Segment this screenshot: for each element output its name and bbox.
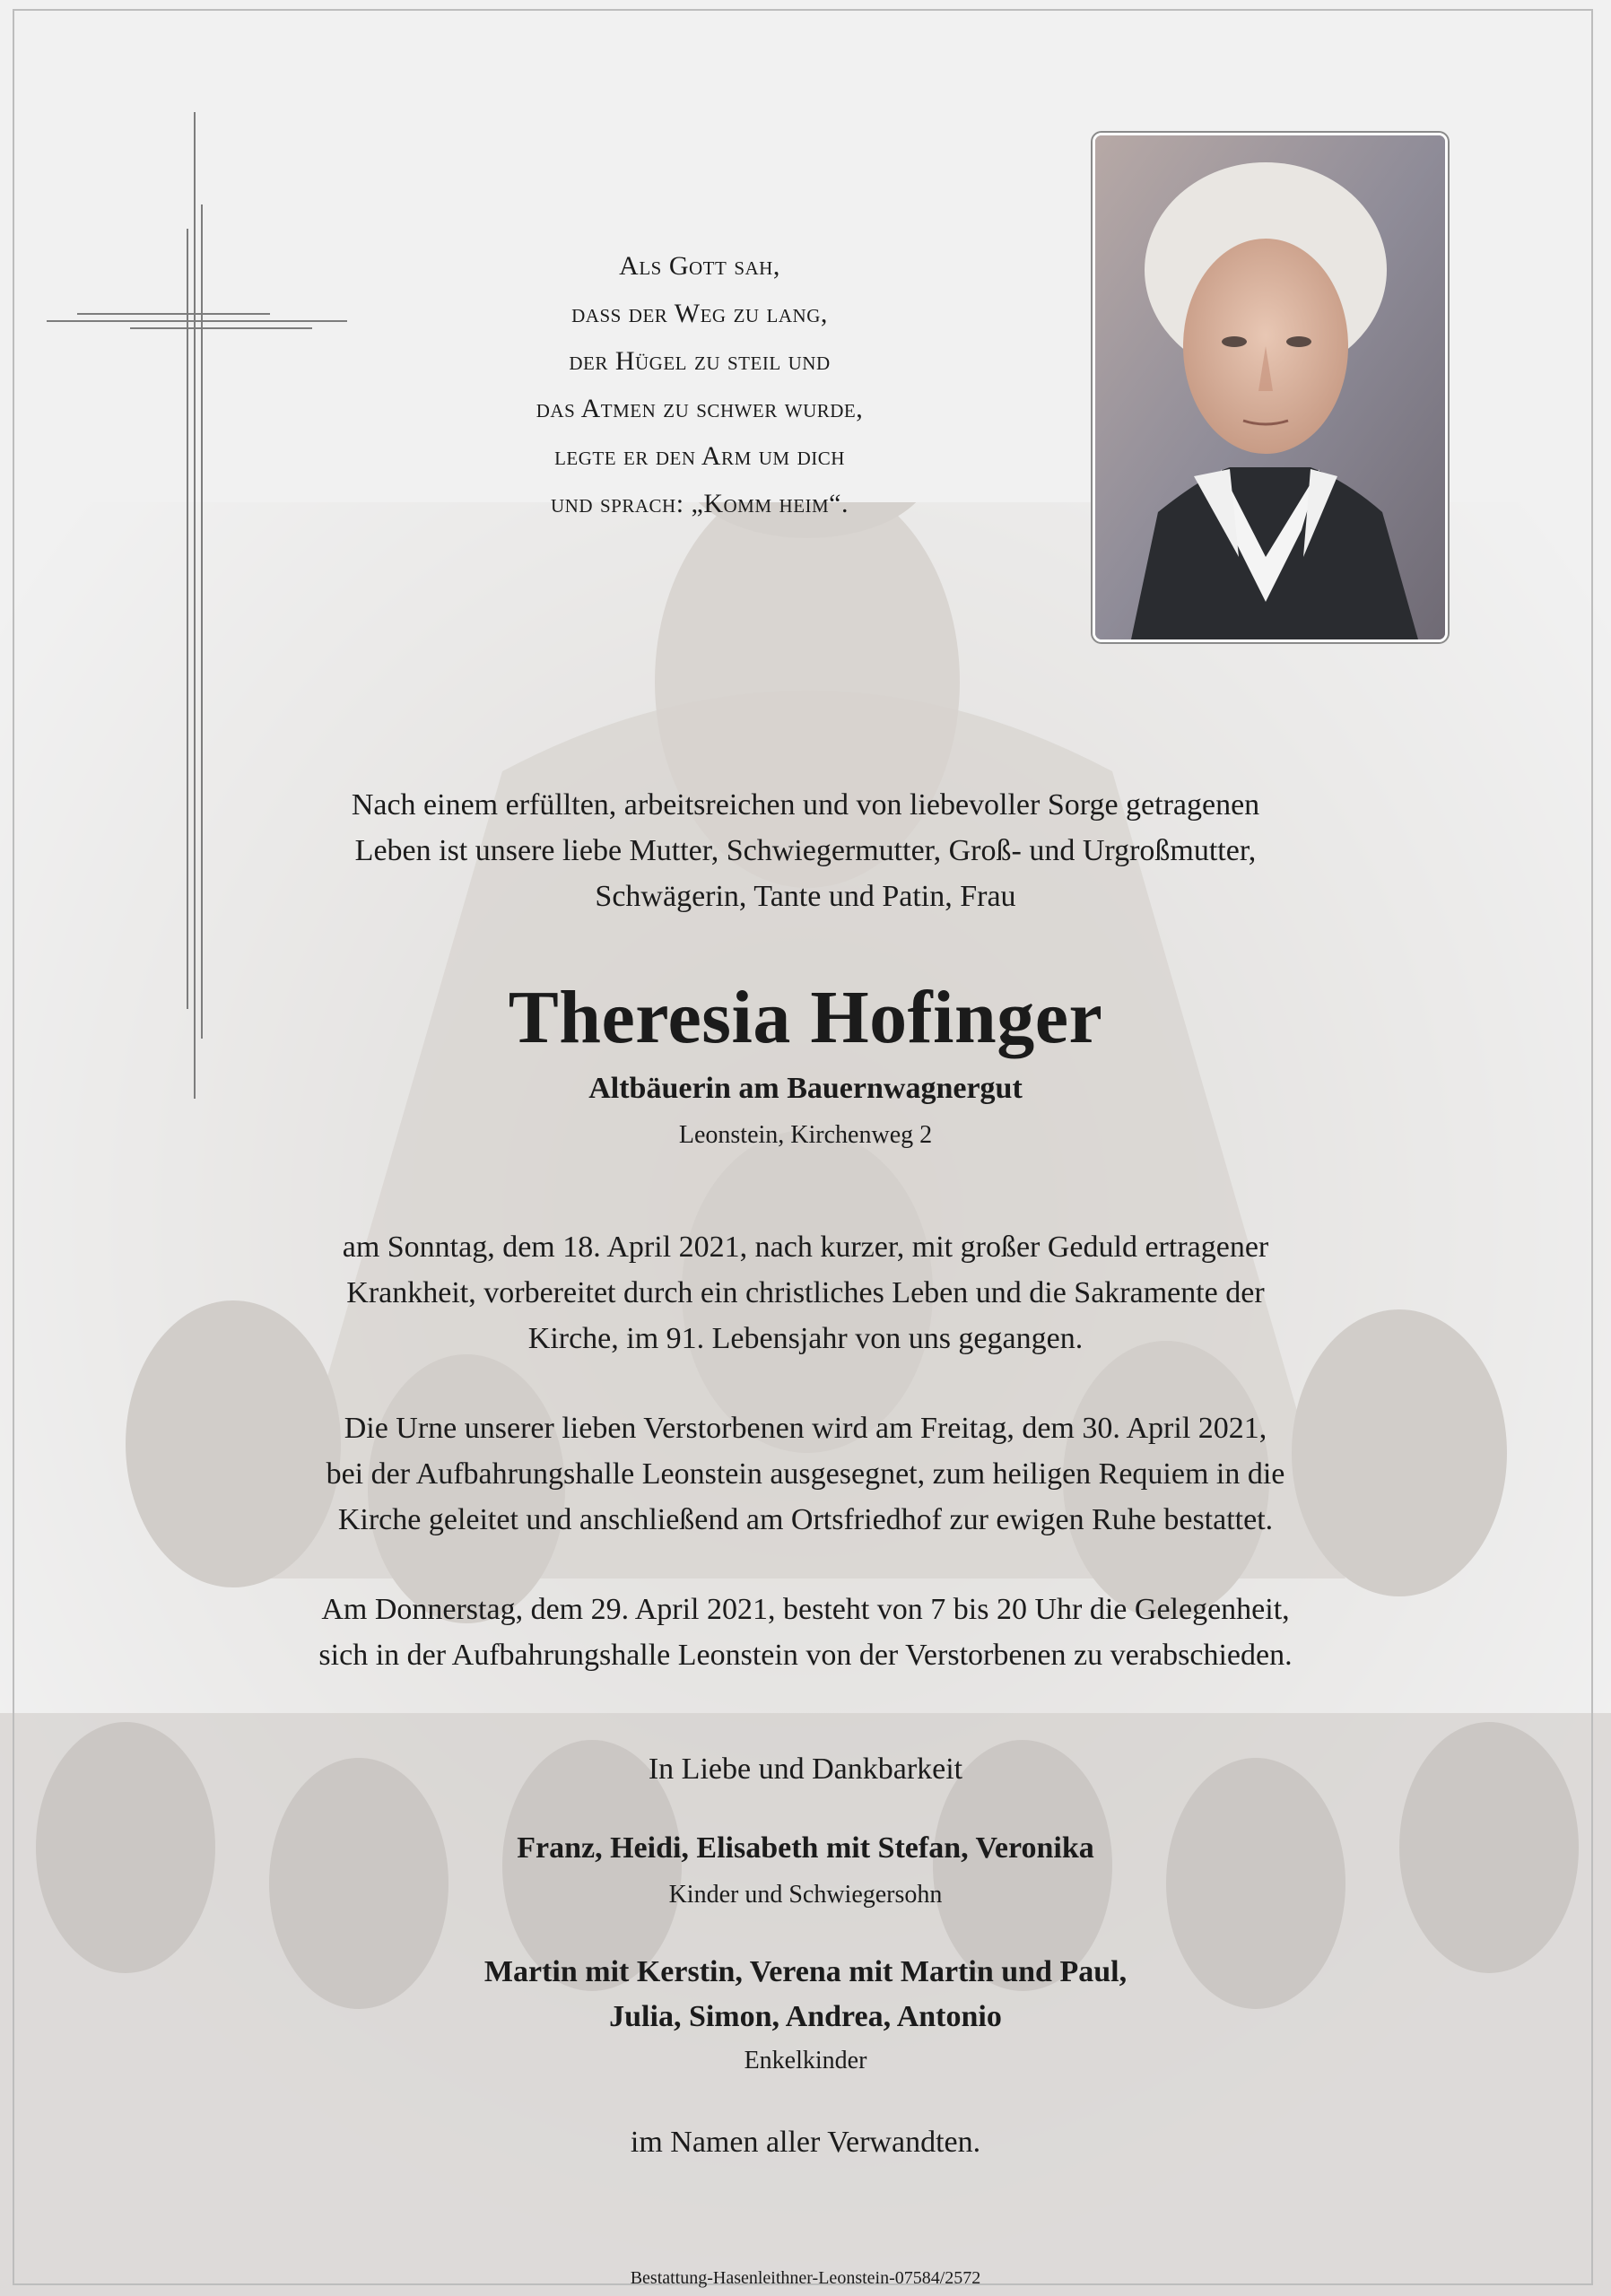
children-names: Franz, Heidi, Elisabeth mit Stefan, Veronika [517, 1831, 1094, 1865]
funeral-home-footer: Bestattung-Hasenleithner-Leonstein-07584/2572 [630, 2268, 981, 2288]
poem-line: Als Gott sah, [619, 251, 780, 281]
poem-line: das Atmen zu schwer wurde, [536, 394, 864, 423]
cross-icon [0, 0, 377, 1112]
paragraph-line: Krankheit, vorbereitet durch ein christliches Leben und die Sakramente der [346, 1276, 1265, 1309]
deceased-name: Theresia Hofinger [508, 976, 1103, 1059]
paragraph-line: Die Urne unserer lieben Verstorbenen wird am Freitag, dem 30. April 2021, [344, 1412, 1267, 1445]
portrait-photo [1093, 133, 1448, 642]
farewell-paragraph [0, 1587, 1611, 1678]
poem [448, 242, 951, 527]
deceased-address: Leonstein, Kirchenweg 2 [678, 1121, 933, 1149]
grandchildren-names [0, 1950, 1611, 2039]
paragraph-line: Am Donnerstag, dem 29. April 2021, besteht von 7 bis 20 Uhr die Gelegenheit, [321, 1593, 1290, 1626]
death-paragraph [0, 1224, 1611, 1361]
poem-line: dass der Weg zu lang, [571, 299, 828, 328]
intro-line: Nach einem erfüllten, arbeitsreichen und von liebevoller Sorge getragenen [351, 788, 1260, 822]
paragraph-line: Kirche, im 91. Lebensjahr von uns gegangen. [527, 1322, 1084, 1355]
poem-line: der Hügel zu steil und [569, 346, 831, 376]
children-role: Kinder und Schwiegersohn [668, 1881, 943, 1909]
paragraph-line: Kirche geleitet und anschließend am Ortsfriedhof zur ewigen Ruhe bestattet. [337, 1503, 1274, 1536]
grandchildren-line: Martin mit Kerstin, Verena mit Martin und Paul, [483, 1955, 1128, 1988]
poem-line: und sprach: „Komm heim“. [551, 489, 849, 518]
grandchildren-line: Julia, Simon, Andrea, Antonio [609, 2000, 1002, 2033]
paragraph-line: sich in der Aufbahrungshalle Leonstein von der Verstorbenen zu verabschieden. [318, 1639, 1293, 1672]
closing-line: im Namen aller Verwandten. [630, 2126, 981, 2159]
deceased-occupation: Altbäuerin am Bauernwagnergut [588, 1072, 1023, 1105]
paragraph-line: am Sonntag, dem 18. April 2021, nach kurzer, mit großer Geduld ertragener [342, 1231, 1269, 1264]
funeral-paragraph [0, 1405, 1611, 1543]
poem-line: legte er den Arm um dich [554, 441, 845, 471]
intro-line: Leben ist unsere liebe Mutter, Schwiegermutter, Groß- und Urgroßmutter, [354, 834, 1257, 867]
intro-paragraph [0, 782, 1611, 919]
grandchildren-role: Enkelkinder [744, 2047, 867, 2074]
intro-line: Schwägerin, Tante und Patin, Frau [595, 880, 1016, 913]
thanks-line: In Liebe und Dankbarkeit [648, 1752, 963, 1786]
paragraph-line: bei der Aufbahrungshalle Leonstein ausgesegnet, zum heiligen Requiem in die [326, 1457, 1285, 1491]
portrait-illustration [1095, 135, 1445, 639]
